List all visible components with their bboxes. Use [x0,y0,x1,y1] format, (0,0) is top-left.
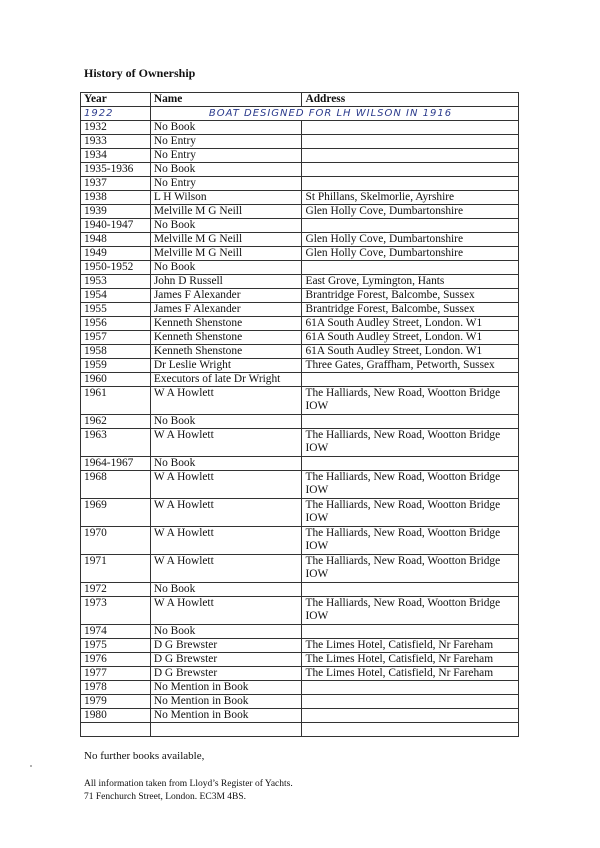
cell-year: 1976 [81,653,151,667]
cell-name: No Mention in Book [150,709,302,723]
table-row [81,191,519,205]
cell-name: D G Brewster [150,667,302,681]
table-row [81,121,519,135]
cell-year: 1964-1967 [81,457,151,471]
table-row [81,555,519,583]
cell-year: 1977 [81,667,151,681]
cell-year: 1954 [81,289,151,303]
cell-name: W A Howlett [150,597,302,625]
cell-name: James F Alexander [150,303,302,317]
cell-name: No Book [150,219,302,233]
table-row [81,247,519,261]
cell-name: W A Howlett [150,471,302,499]
cell-address: Brantridge Forest, Balcombe, Sussex [302,303,519,317]
cell-name: Melville M G Neill [150,233,302,247]
cell-address [302,709,519,723]
cell-name: No Book [150,261,302,275]
cell-address: St Phillans, Skelmorlie, Ayrshire [302,191,519,205]
table-row [81,681,519,695]
cell-name: No Book [150,625,302,639]
cell-year: 1939 [81,205,151,219]
table-row [81,373,519,387]
cell-address: 61A South Audley Street, London. W1 [302,331,519,345]
table-row [81,667,519,681]
cell-address: The Halliards, New Road, Wootton Bridge IOW [302,387,519,415]
cell-year: 1973 [81,597,151,625]
table-row [81,233,519,247]
cell-address: Three Gates, Graffham, Petworth, Sussex [302,359,519,373]
cell-address: The Limes Hotel, Catisfield, Nr Fareham [302,653,519,667]
cell-address: 61A South Audley Street, London. W1 [302,317,519,331]
table-row [81,457,519,471]
table-row [81,695,519,709]
cell-address [302,163,519,177]
cell-year: 1979 [81,695,151,709]
cell-address: 61A South Audley Street, London. W1 [302,345,519,359]
column-header-year: Year [81,93,151,107]
handwritten-note-cell [150,107,518,121]
cell-year: 1935-1936 [81,163,151,177]
table-row [81,387,519,415]
cell-year: 1934 [81,149,151,163]
cell-name: No Book [150,415,302,429]
handwritten-row [81,107,519,121]
cell-address [302,457,519,471]
cell-name: No Entry [150,135,302,149]
cell-name [150,723,302,737]
cell-year: 1932 [81,121,151,135]
cell-name: W A Howlett [150,387,302,415]
cell-year: 1933 [81,135,151,149]
no-further-books-note: No further books available, [84,750,205,762]
cell-address [302,723,519,737]
table-row [81,653,519,667]
cell-address: Glen Holly Cove, Dumbartonshire [302,247,519,261]
table-row [81,625,519,639]
cell-name: W A Howlett [150,429,302,457]
table-row [81,317,519,331]
cell-address: The Halliards, New Road, Wootton Bridge IOW [302,499,519,527]
cell-address: Glen Holly Cove, Dumbartonshire [302,233,519,247]
cell-year [81,723,151,737]
cell-year: 1940-1947 [81,219,151,233]
cell-year: 1957 [81,331,151,345]
table-row [81,205,519,219]
cell-name: L H Wilson [150,191,302,205]
cell-address [302,415,519,429]
cell-year: 1958 [81,345,151,359]
table-row [81,135,519,149]
table-row [81,149,519,163]
cell-name: No Entry [150,177,302,191]
table-row [81,639,519,653]
cell-address: The Halliards, New Road, Wootton Bridge IOW [302,527,519,555]
table-row [81,527,519,555]
cell-year: 1968 [81,471,151,499]
source-line-1: All information taken from Lloyd’s Register of Yachts. [84,779,293,789]
source-line-2: 71 Fenchurch Street, London. EC3M 4BS. [84,792,247,802]
cell-year: 1953 [81,275,151,289]
cell-address: The Halliards, New Road, Wootton Bridge IOW [302,555,519,583]
cell-name: W A Howlett [150,499,302,527]
cell-name: Melville M G Neill [150,247,302,261]
cell-address [302,149,519,163]
cell-name: Kenneth Shenstone [150,345,302,359]
cell-name: Executors of late Dr Wright [150,373,302,387]
cell-year: 1937 [81,177,151,191]
cell-name: Kenneth Shenstone [150,317,302,331]
table-header-row [81,93,519,107]
cell-address [302,121,519,135]
cell-name: No Mention in Book [150,695,302,709]
cell-name: Kenneth Shenstone [150,331,302,345]
cell-year: 1956 [81,317,151,331]
cell-name: No Book [150,163,302,177]
cell-address: The Halliards, New Road, Wootton Bridge IOW [302,597,519,625]
cell-address: The Halliards, New Road, Wootton Bridge IOW [302,471,519,499]
cell-year: 1950-1952 [81,261,151,275]
cell-address [302,219,519,233]
table-row [81,583,519,597]
cell-year: 1948 [81,233,151,247]
cell-year: 1970 [81,527,151,555]
cell-address: Brantridge Forest, Balcombe, Sussex [302,289,519,303]
cell-name: No Book [150,121,302,135]
cell-year: 1961 [81,387,151,415]
cell-name: No Book [150,583,302,597]
cell-year: 1971 [81,555,151,583]
cell-name: No Book [150,457,302,471]
table-row [81,289,519,303]
cell-address: Glen Holly Cove, Dumbartonshire [302,205,519,219]
cell-address [302,681,519,695]
table-row [81,331,519,345]
cell-name: John D Russell [150,275,302,289]
cell-name: No Entry [150,149,302,163]
cell-year: 1963 [81,429,151,457]
cell-name: W A Howlett [150,527,302,555]
cell-year: 1949 [81,247,151,261]
table-row [81,723,519,737]
table-row [81,499,519,527]
cell-address [302,625,519,639]
cell-year: 1972 [81,583,151,597]
cell-name: D G Brewster [150,653,302,667]
table-row [81,303,519,317]
cell-year: 1980 [81,709,151,723]
table-row [81,219,519,233]
cell-name: W A Howlett [150,555,302,583]
ownership-table [80,92,519,737]
table-row [81,163,519,177]
table-row [81,415,519,429]
cell-year: 1974 [81,625,151,639]
table-row [81,345,519,359]
table-row [81,471,519,499]
cell-address: The Halliards, New Road, Wootton Bridge IOW [302,429,519,457]
cell-year: 1975 [81,639,151,653]
table-row [81,177,519,191]
cell-name: Melville M G Neill [150,205,302,219]
table-row [81,709,519,723]
handwritten-note: BOAT DESIGNED FOR LH WILSON IN 1916 [208,108,453,119]
table-row [81,359,519,373]
table-row [81,261,519,275]
handwritten-year: 1922 [81,107,151,121]
cell-year: 1960 [81,373,151,387]
cell-address [302,261,519,275]
cell-name: Dr Leslie Wright [150,359,302,373]
cell-address: The Limes Hotel, Catisfield, Nr Fareham [302,639,519,653]
table-row [81,275,519,289]
cell-address: East Grove, Lymington, Hants [302,275,519,289]
cell-name: James F Alexander [150,289,302,303]
cell-year: 1978 [81,681,151,695]
page-title: History of Ownership [84,66,196,80]
cell-address [302,373,519,387]
cell-year: 1962 [81,415,151,429]
cell-address: The Limes Hotel, Catisfield, Nr Fareham [302,667,519,681]
column-header-name: Name [150,93,302,107]
cell-address [302,135,519,149]
cell-address [302,583,519,597]
column-header-address: Address [302,93,519,107]
cell-year: 1969 [81,499,151,527]
cell-address [302,177,519,191]
cell-address [302,695,519,709]
cell-name: D G Brewster [150,639,302,653]
cell-year: 1959 [81,359,151,373]
table-row [81,429,519,457]
cell-year: 1955 [81,303,151,317]
cell-name: No Mention in Book [150,681,302,695]
scan-speck [30,765,32,767]
table-row [81,597,519,625]
cell-year: 1938 [81,191,151,205]
